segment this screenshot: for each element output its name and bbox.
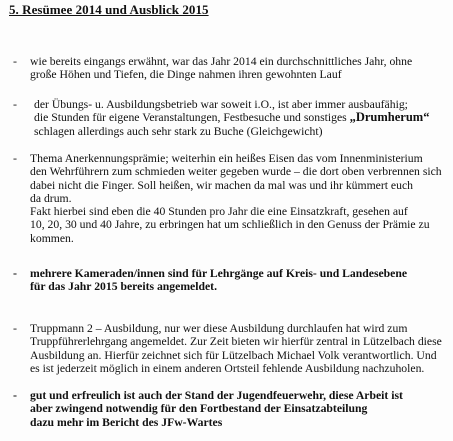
text-line: für das Jahr 2015 bereits angemeldet. [30, 280, 217, 294]
bullet-dash: - [13, 54, 17, 68]
text-line: da drum. [30, 191, 72, 205]
text-line: mehrere Kameraden/innen sind für Lehrgänge auf Kreis- und Landesebene [30, 267, 408, 280]
text-line: Truppmann 2 – Ausbildung, nur wer diese Ausbildung durchlaufen hat wird zum [30, 322, 408, 335]
bullet-dash: - [13, 266, 17, 280]
text-line: dabei nicht die Finger. Soll heißen, wir machen da mal was und ihr kümmert euch [30, 178, 413, 192]
text-line: kommen. [30, 231, 74, 245]
bullet-dash: - [13, 97, 17, 111]
text-line: schlagen allerdings auch sehr stark zu Buche (Gleichgewicht) [34, 124, 323, 138]
text-line: aber zwingend notwendig für den Fortbestand der Einsatzabteilung [30, 402, 368, 416]
bullet-truppmann-training [30, 322, 450, 375]
bullet-dash: - [13, 151, 17, 165]
section-heading: 5. Resümee 2014 und Ausblick 2015 [9, 2, 209, 17]
text-line: es ist jederzeit möglich in einem anderen Ortsteil fehlende Ausbildung nachzuholen. [30, 361, 425, 375]
text-line: der Übungs- u. Ausbildungsbetrieb war soweit i.O., ist aber immer ausbaufähig; [34, 98, 408, 111]
text-line: Thema Anerkennungsprämie; weiterhin ein heißes Eisen das vom Innenministerium [30, 152, 423, 165]
bullet-recognition-bonus [30, 152, 450, 245]
bullet-course-registrations [30, 267, 450, 294]
text-line: Fakt hierbei sind eben die 40 Stunden pro Jahr die eine Einsatzkraft, gesehen auf [30, 205, 408, 219]
text-line: Ausbildung an. Hierfür zeichnet sich für Lützelbach Michael Volk verantwortlich. Und [30, 348, 437, 362]
text-segment: die Stunden für eigene Veranstaltungen, Festbesuche und sonstiges [34, 111, 350, 125]
text-line: dazu mehr im Bericht des JFw-Wartes [30, 415, 223, 429]
bullet-dash: - [13, 388, 17, 402]
text-line: wie bereits eingangs erwähnt, war das Jahr 2014 ein durchschnittliches Jahr, ohne [30, 55, 413, 68]
text-line: den Wehrführern zum schmieden weiter gegeben wurde – die dort oben verbrennen sich [30, 165, 442, 179]
text-line: gut und erfreulich ist auch der Stand der Jugendfeuerwehr, diese Arbeit ist [30, 389, 403, 402]
text-line [34, 111, 453, 124]
emphasis-drumherum: „Drumherum“ [349, 110, 430, 125]
text-line: Truppführerlehrgang angemeldet. Zur Zeit bieten wir hierfür zentral in Lützelbach diese [30, 335, 442, 349]
bullet-dash: - [13, 321, 17, 335]
bullet-youth-fire-brigade [30, 389, 450, 429]
bullet-training [34, 98, 453, 138]
text-line: 10, 20, 30 und 40 Jahre, zu erbringen hat um schließlich in den Genuss der Prämie zu [30, 218, 430, 232]
bullet-review-2014 [30, 55, 450, 82]
text-line: große Höhen und Tiefen, die Dinge nahmen ihren gewohnten Lauf [30, 68, 342, 82]
